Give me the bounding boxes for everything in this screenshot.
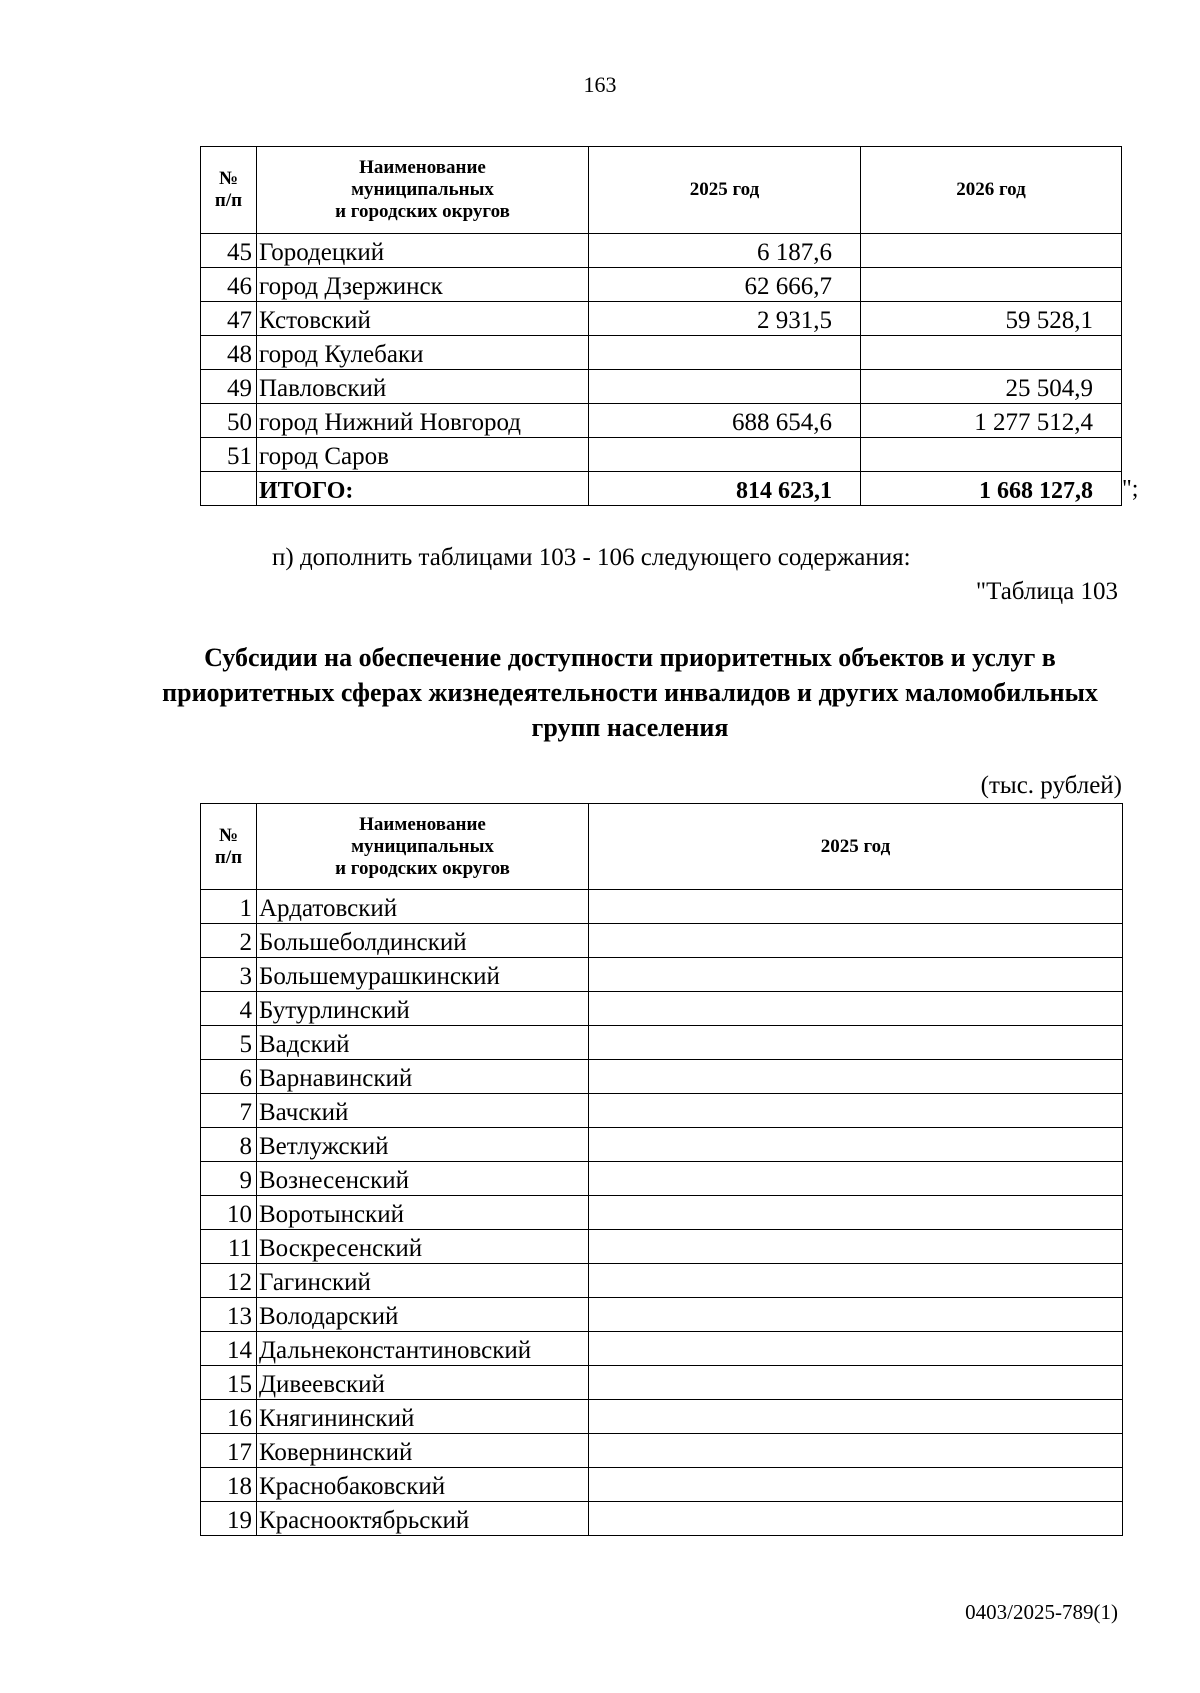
table-row bbox=[201, 924, 1123, 958]
header-year-2025 bbox=[589, 804, 1123, 890]
table-label: "Таблица 103 bbox=[975, 578, 1118, 605]
row-number: 18 bbox=[201, 1468, 257, 1502]
row-number: 9 bbox=[201, 1162, 257, 1196]
row-number: 50 bbox=[201, 404, 257, 438]
value-2025 bbox=[589, 958, 1123, 992]
municipality-name: Вачский bbox=[257, 1094, 589, 1128]
header-number-label: № п/п bbox=[214, 168, 243, 211]
table-title: Субсидии на обеспечение доступности приоритетных объектов и услуг в приоритетных сферах жизнедеятельности инвалидов и других маломобильных групп населения bbox=[162, 643, 1098, 742]
municipality-name: Павловский bbox=[257, 370, 589, 404]
table-row bbox=[201, 1366, 1123, 1400]
table-header-row bbox=[201, 804, 1123, 890]
row-number: 7 bbox=[201, 1094, 257, 1128]
municipality-name: Дальнеконстантиновский bbox=[257, 1332, 589, 1366]
table-row bbox=[201, 1060, 1123, 1094]
table-row bbox=[201, 1026, 1123, 1060]
table-row bbox=[201, 1162, 1123, 1196]
value-2025 bbox=[589, 890, 1123, 924]
value-2026 bbox=[861, 234, 1122, 268]
municipality-name: Кстовский bbox=[257, 302, 589, 336]
row-number: 14 bbox=[201, 1332, 257, 1366]
row-number: 5 bbox=[201, 1026, 257, 1060]
closing-quote: "; bbox=[1122, 476, 1139, 502]
municipality-name: Варнавинский bbox=[257, 1060, 589, 1094]
row-number: 2 bbox=[201, 924, 257, 958]
table-row bbox=[201, 234, 1122, 268]
table-allocations-2025-2026 bbox=[200, 146, 1122, 506]
value-2025: 6 187,6 bbox=[589, 234, 861, 268]
total-2026: 1 668 127,8 bbox=[861, 472, 1122, 506]
value-2025 bbox=[589, 1026, 1123, 1060]
row-number: 46 bbox=[201, 268, 257, 302]
value-2026 bbox=[861, 268, 1122, 302]
table-row bbox=[201, 1094, 1123, 1128]
municipality-name: город Саров bbox=[257, 438, 589, 472]
document-code: 0403/2025-789(1) bbox=[965, 1600, 1118, 1624]
row-number: 10 bbox=[201, 1196, 257, 1230]
row-number: 16 bbox=[201, 1400, 257, 1434]
header-number bbox=[201, 147, 257, 234]
row-number: 47 bbox=[201, 302, 257, 336]
header-year-2025-label: 2025 год bbox=[689, 179, 760, 200]
header-year-2025-label: 2025 год bbox=[820, 835, 891, 857]
value-2025: 2 931,5 bbox=[589, 302, 861, 336]
value-2025 bbox=[589, 336, 861, 370]
table-row bbox=[201, 1264, 1123, 1298]
row-number: 19 bbox=[201, 1502, 257, 1536]
value-2025 bbox=[589, 1332, 1123, 1366]
municipality-name: Вознесенский bbox=[257, 1162, 589, 1196]
table-row bbox=[201, 302, 1122, 336]
value-2025 bbox=[589, 1196, 1123, 1230]
table-row bbox=[201, 992, 1123, 1026]
table-row bbox=[201, 958, 1123, 992]
table-row bbox=[201, 1400, 1123, 1434]
value-2025 bbox=[589, 1366, 1123, 1400]
municipality-name: Воскресенский bbox=[257, 1230, 589, 1264]
value-2025 bbox=[589, 1264, 1123, 1298]
value-2025 bbox=[589, 1400, 1123, 1434]
header-municipality-label: Наименование муниципальных и городских округов bbox=[335, 157, 510, 222]
municipality-name: Бутурлинский bbox=[257, 992, 589, 1026]
row-number: 6 bbox=[201, 1060, 257, 1094]
table-row bbox=[201, 890, 1123, 924]
header-number bbox=[201, 804, 257, 890]
header-number-label: № п/п bbox=[214, 824, 243, 868]
municipality-name: Дивеевский bbox=[257, 1366, 589, 1400]
amendment-instruction: п) дополнить таблицами 103 - 106 следующего содержания: bbox=[272, 544, 911, 571]
value-2025 bbox=[589, 1502, 1123, 1536]
municipality-name: Ковернинский bbox=[257, 1434, 589, 1468]
table-row bbox=[201, 1128, 1123, 1162]
table-row bbox=[201, 1502, 1123, 1536]
header-year-2026 bbox=[861, 147, 1122, 234]
total-2025: 814 623,1 bbox=[589, 472, 861, 506]
municipality-name: Большемурашкинский bbox=[257, 958, 589, 992]
header-year-2025 bbox=[589, 147, 861, 234]
value-2025 bbox=[589, 1468, 1123, 1502]
municipality-name: Вадский bbox=[257, 1026, 589, 1060]
header-municipality bbox=[257, 804, 589, 890]
municipality-name: Княгининский bbox=[257, 1400, 589, 1434]
municipality-name: Ветлужский bbox=[257, 1128, 589, 1162]
header-municipality-label: Наименование муниципальных и городских округов bbox=[335, 813, 510, 879]
value-2025 bbox=[589, 438, 861, 472]
value-2026 bbox=[861, 336, 1122, 370]
value-2025 bbox=[589, 370, 861, 404]
municipality-name: Большеболдинский bbox=[257, 924, 589, 958]
table-row bbox=[201, 268, 1122, 302]
table-row bbox=[201, 1298, 1123, 1332]
units-note: (тыс. рублей) bbox=[980, 772, 1122, 799]
row-number: 51 bbox=[201, 438, 257, 472]
municipality-name: Володарский bbox=[257, 1298, 589, 1332]
row-number: 3 bbox=[201, 958, 257, 992]
table-row bbox=[201, 1468, 1123, 1502]
table-row bbox=[201, 336, 1122, 370]
header-year-2026-label: 2026 год bbox=[956, 179, 1026, 200]
value-2025: 62 666,7 bbox=[589, 268, 861, 302]
row-number: 1 bbox=[201, 890, 257, 924]
municipality-name: город Кулебаки bbox=[257, 336, 589, 370]
table-header-row bbox=[201, 147, 1122, 234]
value-2026: 59 528,1 bbox=[861, 302, 1122, 336]
value-2025 bbox=[589, 1230, 1123, 1264]
value-2025 bbox=[589, 1128, 1123, 1162]
value-2025 bbox=[589, 1094, 1123, 1128]
table-row bbox=[201, 1332, 1123, 1366]
municipality-name: Краснобаковский bbox=[257, 1468, 589, 1502]
value-2025: 688 654,6 bbox=[589, 404, 861, 438]
row-number: 48 bbox=[201, 336, 257, 370]
row-number: 13 bbox=[201, 1298, 257, 1332]
municipality-name: Городецкий bbox=[257, 234, 589, 268]
table-row bbox=[201, 1230, 1123, 1264]
row-number: 45 bbox=[201, 234, 257, 268]
value-2026: 25 504,9 bbox=[861, 370, 1122, 404]
value-2025 bbox=[589, 1298, 1123, 1332]
municipality-name: город Нижний Новгород bbox=[257, 404, 589, 438]
value-2025 bbox=[589, 992, 1123, 1026]
table-row bbox=[201, 370, 1122, 404]
table-accessibility-subsidies bbox=[200, 803, 1123, 1536]
row-number: 17 bbox=[201, 1434, 257, 1468]
value-2025 bbox=[589, 1060, 1123, 1094]
municipality-name: Ардатовский bbox=[257, 890, 589, 924]
row-number: 8 bbox=[201, 1128, 257, 1162]
value-2025 bbox=[589, 1162, 1123, 1196]
municipality-name: Краснооктябрьский bbox=[257, 1502, 589, 1536]
header-municipality bbox=[257, 147, 589, 234]
value-2026: 1 277 512,4 bbox=[861, 404, 1122, 438]
total-row bbox=[201, 472, 1122, 506]
table-row bbox=[201, 438, 1122, 472]
value-2025 bbox=[589, 1434, 1123, 1468]
value-2025 bbox=[589, 924, 1123, 958]
municipality-name: Гагинский bbox=[257, 1264, 589, 1298]
table-row bbox=[201, 404, 1122, 438]
row-number: 12 bbox=[201, 1264, 257, 1298]
total-number-cell bbox=[201, 472, 257, 506]
table-row bbox=[201, 1434, 1123, 1468]
value-2026 bbox=[861, 438, 1122, 472]
municipality-name: город Дзержинск bbox=[257, 268, 589, 302]
municipality-name: Воротынский bbox=[257, 1196, 589, 1230]
page-number: 163 bbox=[583, 72, 617, 97]
total-label: ИТОГО: bbox=[257, 472, 589, 506]
row-number: 11 bbox=[201, 1230, 257, 1264]
row-number: 49 bbox=[201, 370, 257, 404]
row-number: 15 bbox=[201, 1366, 257, 1400]
table-row bbox=[201, 1196, 1123, 1230]
row-number: 4 bbox=[201, 992, 257, 1026]
